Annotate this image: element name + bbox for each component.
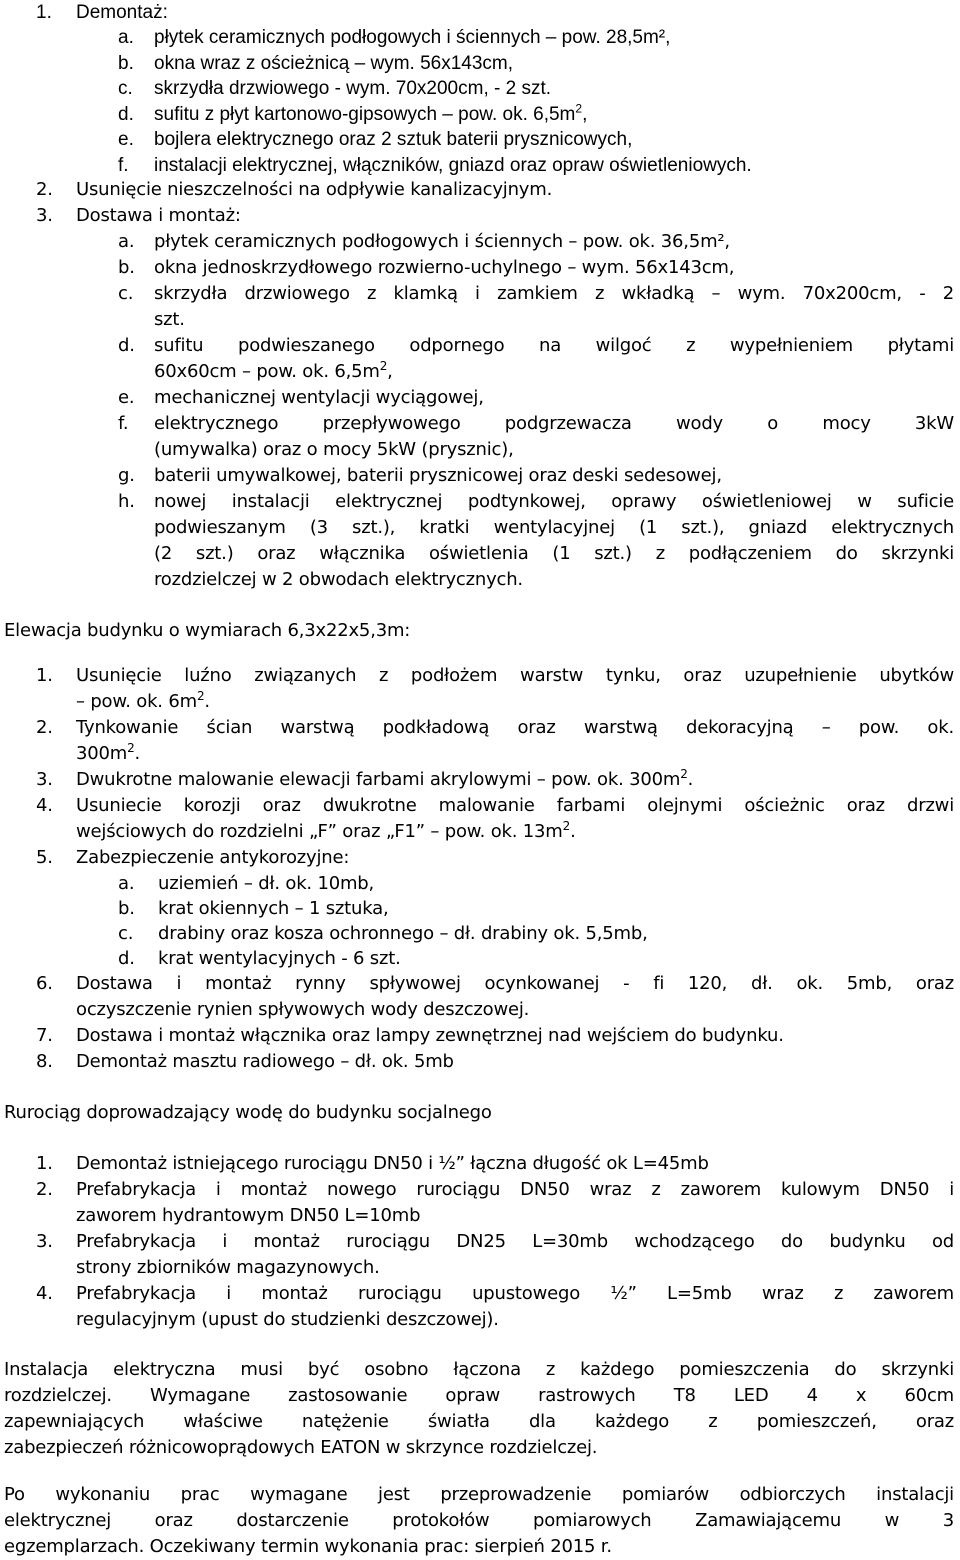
sub-item-text: bojlera elektrycznego oraz 2 sztuk baterii prysznicowych, (154, 129, 633, 150)
sub-item-letter: c. (118, 283, 134, 304)
sub-item-letter: c. (118, 78, 133, 99)
item-text: Dostawa i montaż włącznika oraz lampy zewnętrznej nad wejściem do budynku. (76, 1025, 784, 1046)
paragraph-line: Instalacja elektryczna musi być osobno łączona z każdego pomieszczenia do skrzynki (4, 1359, 954, 1380)
item-number: 1. (36, 2, 52, 23)
sub-item-letter: a. (118, 231, 135, 252)
item-number: 3. (36, 1231, 53, 1252)
item-text: Demontaż: (76, 2, 168, 23)
item-text: Dostawa i montaż: (76, 205, 241, 226)
item-text: Prefabrykacja i montaż rurociągu DN25 L=30mb wchodzącego do budynku od (76, 1231, 954, 1252)
sub-item-letter: h. (118, 491, 135, 512)
sub-item-text: baterii umywalkowej, baterii prysznicowej oraz deski sedesowej, (154, 465, 722, 486)
item-text: strony zbiorników magazynowych. (76, 1257, 380, 1278)
item-text: $300m^2$. (76, 741, 141, 764)
sub-item-letter: d. (118, 948, 135, 969)
sub-item-letter: d. (118, 335, 135, 356)
item-number: 4. (36, 795, 53, 816)
item-number: 8. (36, 1051, 53, 1072)
sub-item-text: instalacji elektrycznej, włączników, gniazd oraz opraw oświetleniowych. (154, 154, 752, 176)
item-text: Usuniecie korozji oraz dwukrotne malowanie farbami olejnymi ościeżnic oraz drzwi (76, 795, 954, 816)
item-text: regulacyjnym (upust do studzienki deszczowej). (76, 1309, 499, 1330)
item-number: 2. (36, 1179, 53, 1200)
item-text: – pow. ok. $6m^2$. (76, 689, 210, 712)
item-text: oczyszczenie rynien spływowych wody deszczowej. (76, 999, 530, 1020)
item-number: 3. (36, 769, 53, 790)
sub-item-letter: b. (118, 257, 135, 278)
paragraph-line: rozdzielczej. Wymagane zastosowanie opraw rastrowych T8 LED 4 x 60cm (4, 1385, 954, 1406)
item-text: Dostawa i montaż rynny spływowej ocynkowanej - fi 120, dł. ok. 5mb, oraz (76, 973, 954, 994)
sub-item-text: podwieszanym (3 szt.), kratki wentylacyjnej (1 szt.), gniazd elektrycznych (154, 517, 954, 538)
sub-item-text: mechanicznej wentylacji wyciągowej, (154, 387, 484, 408)
sub-item-letter: e. (118, 387, 135, 408)
sub-item-text: 60x60cm – pow. ok. $6,5m^2$, (154, 359, 393, 382)
item-number: 5. (36, 847, 53, 868)
sub-item-text: krat wentylacyjnych - 6 szt. (158, 948, 401, 969)
paragraph-line: Po wykonaniu prac wymagane jest przeprowadzenie pomiarów odbiorczych instalacji (4, 1484, 954, 1505)
item-text: wejściowych do rozdzielni „F” oraz „F1” – pow. ok. $13m^2$. (76, 819, 576, 842)
item-text: Usunięcie luźno związanych z podłożem warstw tynku, oraz uzupełnienie ubytków (76, 665, 954, 686)
sub-item-text: skrzydła drzwiowego z klamką i zamkiem z wkładką – wym. 70x200cm, - 2 (154, 283, 954, 304)
sub-item-text: sufitu podwieszanego odpornego na wilgoć z wypełnieniem płytami (154, 335, 954, 356)
item-number: 4. (36, 1283, 53, 1304)
sub-item-letter: b. (118, 898, 135, 919)
sub-item-text: okna jednoskrzydłowego rozwierno-uchylnego – wym. 56x143cm, (154, 257, 735, 278)
item-number: 6. (36, 973, 53, 994)
sub-item-text: uziemień – dł. ok. 10mb, (158, 873, 375, 894)
sub-item-text: szt. (154, 309, 185, 330)
paragraph-electrical (4, 1357, 954, 1461)
item-number: 2. (36, 717, 53, 738)
sub-item-letter: a. (118, 27, 134, 48)
paragraph-line: zapewniających właściwe natężenie światła dla każdego z pomieszczeń, oraz (4, 1411, 954, 1432)
sub-item-text: nowej instalacji elektrycznej podtynkowej, oprawy oświetleniowej w suficie (154, 491, 954, 512)
sub-item-letter: f. (118, 413, 129, 434)
sub-item-text: skrzydła drzwiowego - wym. 70x200cm, - 2 szt. (154, 78, 552, 99)
sub-item-text: płytek ceramicznych podłogowych i ściennych – pow. 28,5m², (154, 27, 671, 48)
sub-item-text: krat okiennych – 1 sztuka, (158, 898, 389, 919)
item-text: Prefabrykacja i montaż rurociągu upustowego ½” L=5mb wraz z zaworem (76, 1283, 954, 1304)
sub-item-letter: b. (118, 52, 134, 74)
item-text: Usunięcie nieszczelności na odpływie kanalizacyjnym. (76, 179, 553, 200)
sub-item-letter: a. (118, 873, 135, 894)
sub-item-text: rozdzielczej w 2 obwodach elektrycznych. (154, 569, 523, 590)
item-number: 3. (36, 205, 53, 226)
item-text: Tynkowanie ścian warstwą podkładową oraz warstwą dekoracyjną – pow. ok. (76, 717, 954, 738)
sub-item-text: sufitu z płyt kartonowo-gipsowych – pow. ok. $6,5m^2$, (154, 101, 588, 125)
item-number: 1. (36, 1153, 53, 1174)
sub-item-letter: c. (118, 923, 134, 944)
item-text: Demontaż masztu radiowego – dł. ok. 5mb (76, 1051, 454, 1072)
paragraph-line: elektrycznej oraz dostarczenie protokołów pomiarowych Zamawiającemu w 3 (4, 1510, 954, 1531)
sub-item-text: płytek ceramicznych podłogowych i ściennych – pow. ok. 36,5m², (154, 231, 730, 252)
sub-item-letter: g. (118, 465, 135, 486)
item-text: Demontaż istniejącego rurociągu DN50 i ½” łączna długość ok L=45mb (76, 1153, 709, 1174)
item-text: Zabezpieczenie antykorozyjne: (76, 847, 350, 868)
item-number: 2. (36, 179, 53, 200)
sub-item-text: elektrycznego przepływowego podgrzewacza wody o mocy 3kW (154, 413, 954, 434)
section-heading: Rurociąg doprowadzający wodę do budynku socjalnego (4, 1102, 492, 1123)
sub-item-text: okna wraz z ościeżnicą – wym. 56x143cm, (154, 52, 514, 74)
sub-item-text: drabiny oraz kosza ochronnego – dł. drabiny ok. 5,5mb, (158, 923, 648, 944)
paragraph-line: egzemplarzach. Oczekiwany termin wykonania prac: sierpień 2015 r. (4, 1536, 612, 1557)
sub-item-letter: e. (118, 129, 134, 150)
paragraph-measurements (4, 1482, 954, 1560)
item-number: 7. (36, 1025, 53, 1046)
sub-item-letter: f. (118, 154, 129, 176)
sub-item-text: (umywalka) oraz o mocy 5kW (prysznic), (154, 439, 514, 460)
sub-item-text: (2 szt.) oraz włącznika oświetlenia (1 szt.) z podłączeniem do skrzynki (154, 543, 954, 564)
item-text: Dwukrotne malowanie elewacji farbami akrylowymi – pow. ok. $300m^2$. (76, 767, 694, 790)
paragraph-line: zabezpieczeń różnicowoprądowych EATON w skrzynce rozdzielczej. (4, 1437, 598, 1458)
item-number: 1. (36, 665, 53, 686)
section-heading: Elewacja budynku o wymiarach 6,3x22x5,3m: (4, 620, 411, 641)
item-text: zaworem hydrantowym DN50 L=10mb (76, 1205, 421, 1226)
sub-item-letter: d. (118, 103, 134, 125)
item-text: Prefabrykacja i montaż nowego rurociągu DN50 wraz z zaworem kulowym DN50 i (76, 1179, 954, 1200)
